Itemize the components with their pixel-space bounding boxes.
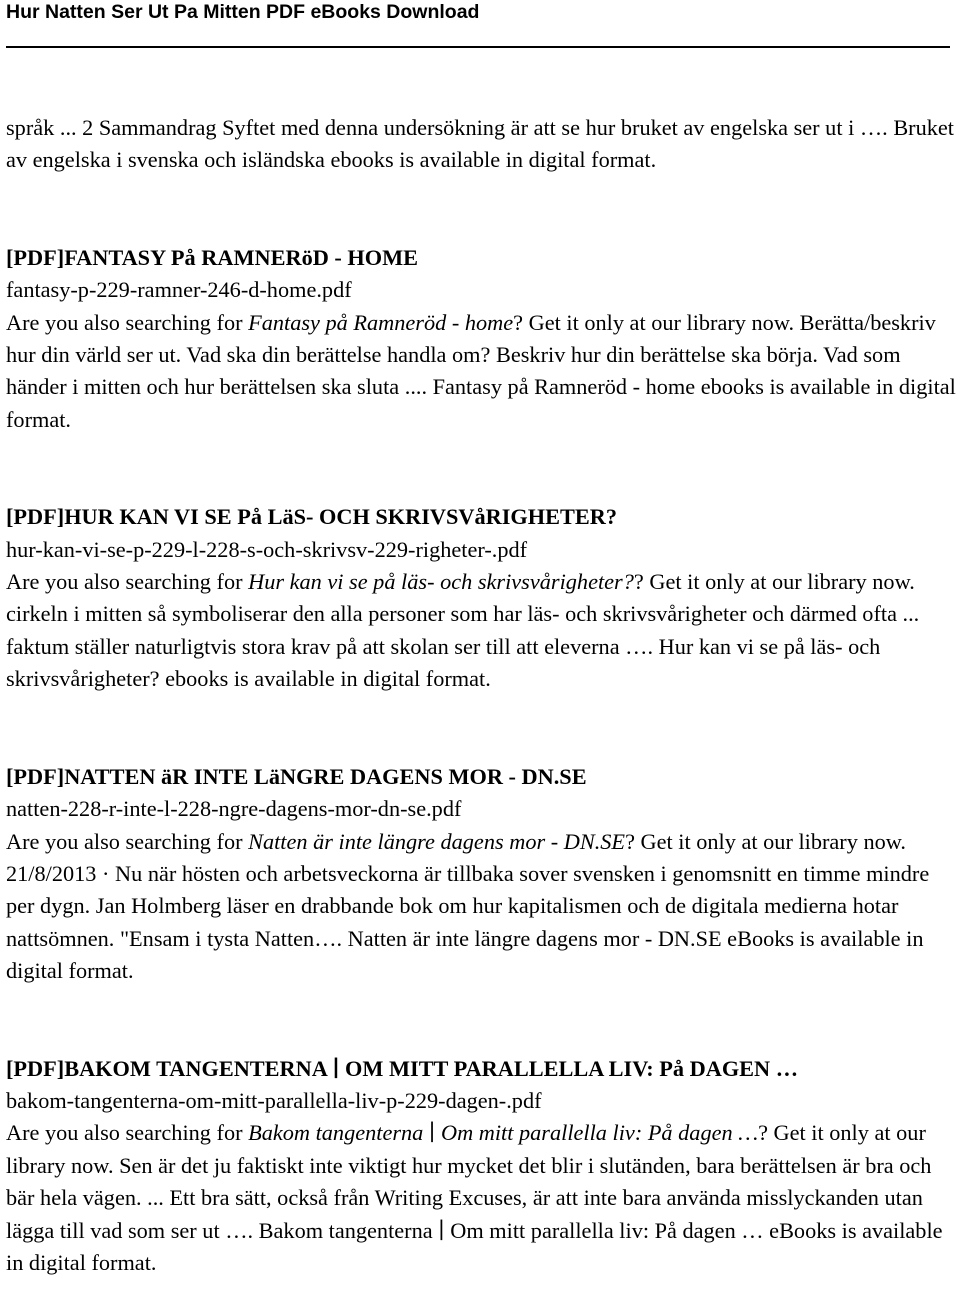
entry-filename[interactable]: hur-kan-vi-se-p-229-l-228-s-och-skrivsv-229-righeter-.pdf [6, 536, 528, 562]
entry-title[interactable]: [PDF]NATTEN äR INTE LäNGRE DAGENS MOR - DN.SE [6, 763, 587, 789]
entry-rest: ? Get it only at our library now. Sen är det ju faktiskt inte viktigt hur mycket det blir i slutänden, bara berättelsen är bra och bär hela vägen. ... Ett bra sätt, också från Writing Excuses, är att inte bara använda misslyckanden utan lägga till vad som ser ut …. Bakom tangenterna ∣ Om mitt parallella liv: På dagen … eBooks is available in digital format. [6, 1120, 943, 1275]
entry-bakom-tangenterna [6, 1053, 956, 1280]
entry-filename[interactable]: natten-228-r-inte-l-228-ngre-dagens-mor-dn-se.pdf [6, 796, 462, 822]
entry-query: Hur kan vi se på läs- och skrivsvårigheter? [248, 569, 634, 595]
entry-rest: ? Get it only at our library now. cirkeln i mitten så symboliserar den alla personer som har läs- och skrivsvårigheter och därmed ofta ... faktum ställer naturligtvis stora krav på att skolan ser till att eleverna …. Hur kan vi se på läs- och skrivsvårigheter? ebooks is available in digital format. [6, 569, 920, 692]
page-header [6, 0, 950, 38]
entry-description [6, 307, 956, 437]
entry-lead: Are you also searching for [6, 309, 249, 335]
entry-lead: Are you also searching for [6, 569, 249, 595]
entry-lead: Are you also searching for [6, 1120, 249, 1146]
entry-description [6, 826, 956, 988]
intro-paragraph: språk ... 2 Sammandrag Syftet med denna undersökning är att se hur bruket av engelska ser ut i …. Bruket av engelska i svenska och isländska ebooks is available in digital format. [6, 115, 954, 173]
entry-query: Bakom tangenterna ∣ Om mitt parallella liv: På dagen … [248, 1120, 759, 1146]
entry-description [6, 566, 956, 696]
entry-filename[interactable]: fantasy-p-229-ramner-246-d-home.pdf [6, 277, 352, 303]
entry-query: Fantasy på Ramneröd - home [248, 309, 514, 335]
document-body [6, 112, 956, 1279]
entry-title[interactable]: [PDF]BAKOM TANGENTERNA ∣ OM MITT PARALLELLA LIV: På DAGEN … [6, 1055, 799, 1081]
entry-hur-kan-vi [6, 501, 956, 695]
page-title: Hur Natten Ser Ut Pa Mitten PDF eBooks Download [6, 1, 480, 23]
entry-filename[interactable]: bakom-tangenterna-om-mitt-parallella-liv-p-229-dagen-.pdf [6, 1087, 542, 1113]
entry-title[interactable]: [PDF]FANTASY På RAMNERöD - HOME [6, 244, 419, 270]
header-divider [6, 46, 950, 48]
entry-title[interactable]: [PDF]HUR KAN VI SE På LäS- OCH SKRIVSVåRIGHETER? [6, 504, 617, 530]
entry-fantasy [6, 242, 956, 436]
entry-rest: ? Get it only at our library now. 21/8/2013 · Nu när hösten och arbetsveckorna är tillbaka sover svensken i genomsnitt en timme mindre per dygn. Jan Holmberg läser en drabbande bok om hur kapitalismen och de digitala medierna hotar nattsömnen. "Ensam i tysta Natten…. Natten är inte längre dagens mor - DN.SE eBooks is available in digital format. [6, 828, 930, 984]
entry-lead: Are you also searching for [6, 828, 249, 854]
entry-description [6, 1117, 956, 1279]
entry-query: Natten är inte längre dagens mor - DN.SE [248, 828, 626, 854]
entry-rest: ? Get it only at our library now. Berätta/beskriv hur din värld ser ut. Vad ska din berättelse handla om? Beskriv hur din berättelse ska börja. Vad som händer i mitten och hur berättelsen ska sluta .... Fantasy på Ramneröd - home ebooks is available in digital format. [6, 309, 956, 432]
entry-natten [6, 761, 956, 988]
